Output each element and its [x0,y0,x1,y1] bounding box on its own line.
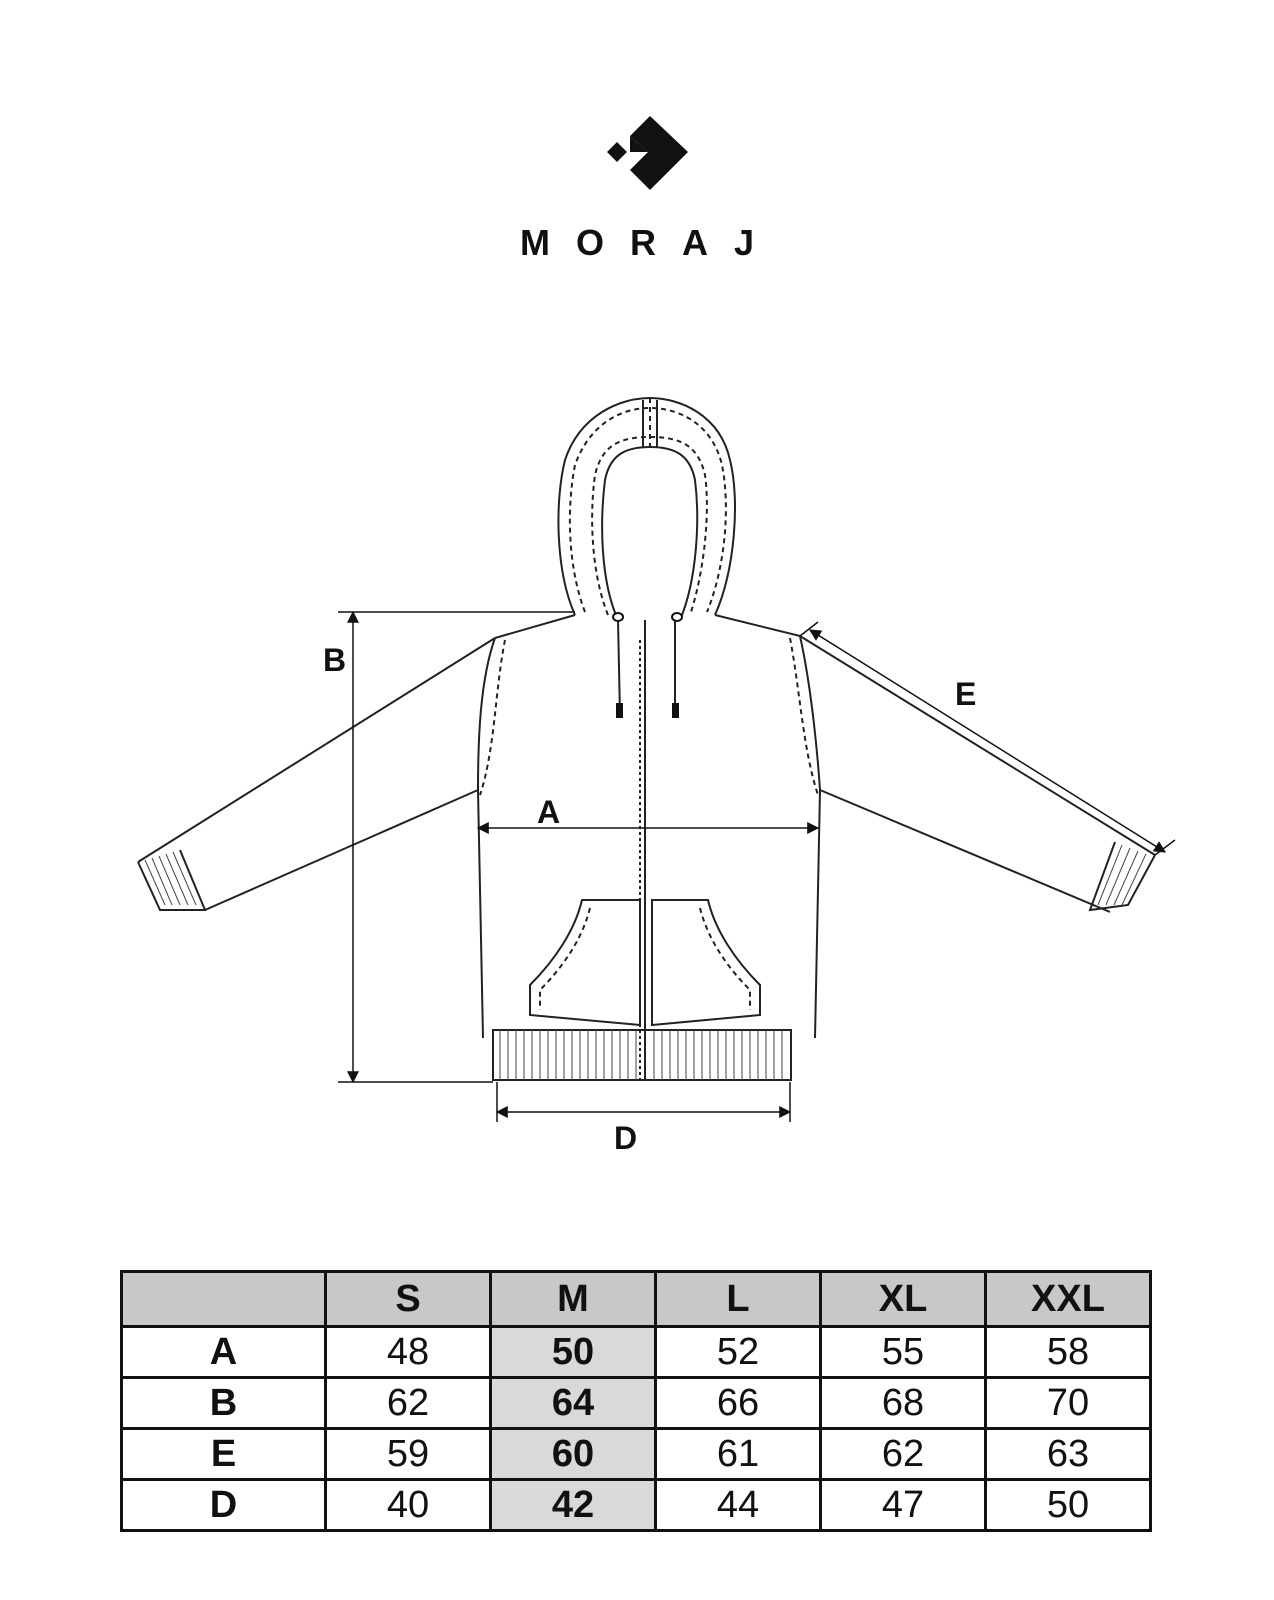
label-d: D [614,1120,638,1156]
label-b: B [323,642,347,678]
brand-name: MORAJ [519,222,780,263]
measure-e-line [810,630,1165,852]
hood-outer [558,398,735,615]
drawstring-left [618,620,620,715]
table-cell: 62 [821,1429,986,1480]
logo-diamond [607,142,627,162]
table-cell: 66 [656,1378,821,1429]
header-size-l: L [656,1272,821,1327]
table-cell: 50 [491,1327,656,1378]
sleeve-left-bottom [205,790,478,910]
label-e: E [955,676,977,712]
armhole-left-stitch [480,640,505,795]
table-cell: 68 [821,1378,986,1429]
size-header-row [122,1272,1151,1327]
table-cell: 63 [986,1429,1151,1480]
table-cell: 40 [326,1480,491,1531]
row-label: A [122,1327,326,1378]
table-cell: 70 [986,1378,1151,1429]
table-cell: 60 [491,1429,656,1480]
table-cell: 47 [821,1480,986,1531]
hood-inner [602,447,697,620]
table-cell: 61 [656,1429,821,1480]
body-right [800,636,820,1038]
body-left [478,638,495,1038]
label-a: A [537,794,561,830]
hoodie-measurement-diagram [0,380,1274,1180]
shoulder-right [715,615,800,636]
sleeve-left-top [138,638,495,862]
pocket-right [652,900,760,1025]
size-table [120,1270,1152,1532]
sleeve-right-top [800,636,1155,855]
hood-outer-stitch [570,408,726,612]
header-size-xl: XL [821,1272,986,1327]
row-label: D [122,1480,326,1531]
waistband [493,1030,791,1080]
table-cell: 58 [986,1327,1151,1378]
table-cell: 42 [491,1480,656,1531]
pocket-left [530,900,640,1025]
table-cell: 64 [491,1378,656,1429]
table-row [122,1327,1151,1378]
table-cell: 48 [326,1327,491,1378]
table-row [122,1480,1151,1531]
table-row [122,1378,1151,1429]
cuff-left [138,850,205,910]
table-cell: 59 [326,1429,491,1480]
header-empty [122,1272,326,1327]
table-cell: 62 [326,1378,491,1429]
logo-chevron [630,116,688,190]
header-size-s: S [326,1272,491,1327]
table-row [122,1429,1151,1480]
sleeve-right-bottom [820,790,1110,912]
row-label: E [122,1429,326,1480]
table-cell: 52 [656,1327,821,1378]
table-cell: 44 [656,1480,821,1531]
shoulder-left [495,615,575,638]
table-cell: 55 [821,1327,986,1378]
table-cell: 50 [986,1480,1151,1531]
header-size-xxl: XXL [986,1272,1151,1327]
row-label: B [122,1378,326,1429]
header-size-m: M [491,1272,656,1327]
